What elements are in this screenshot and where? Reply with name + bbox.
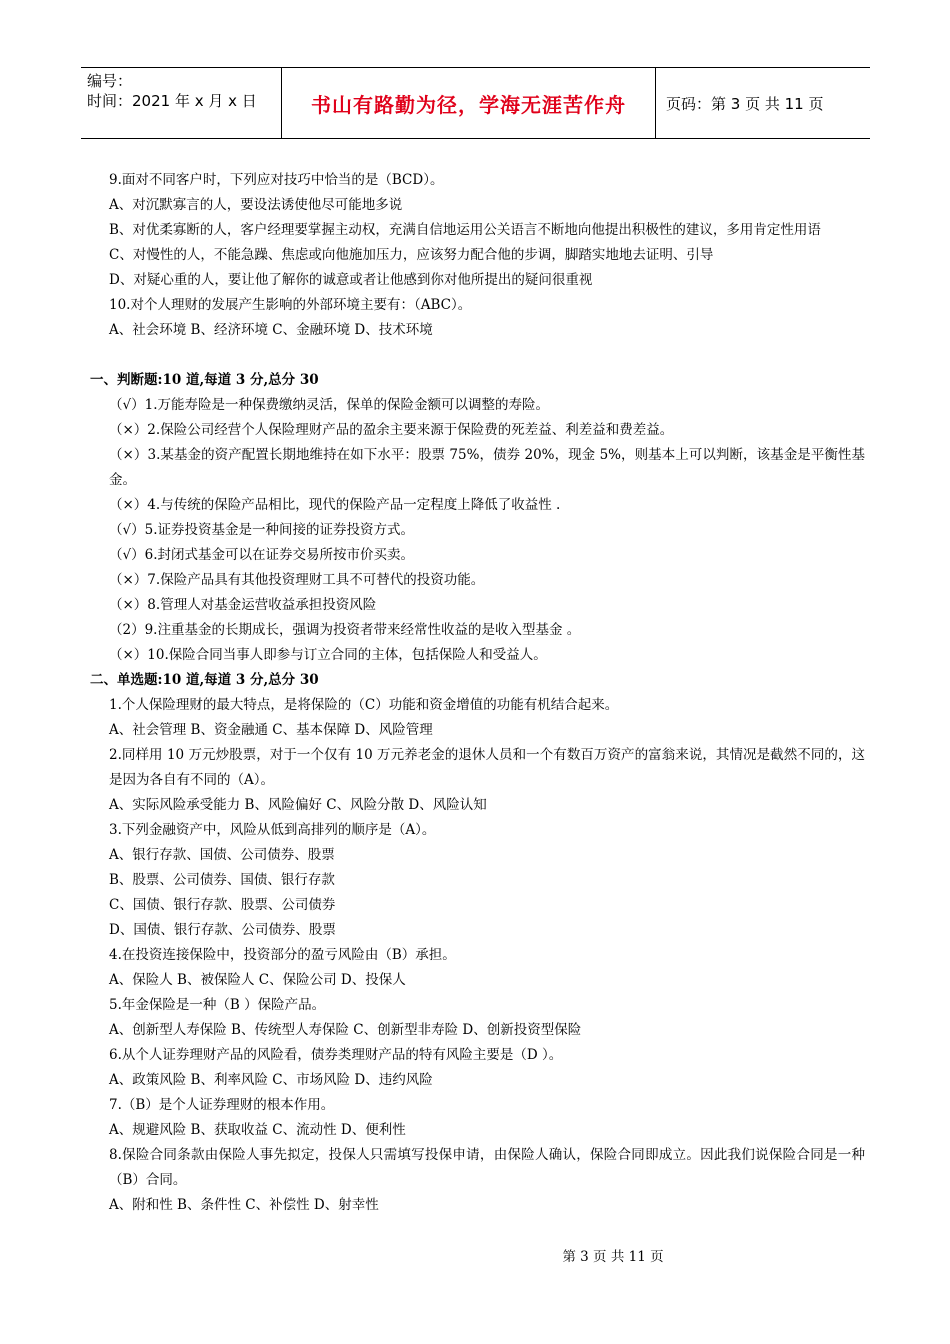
text-line: （×）10.保险合同当事人即参与订立合同的主体，包括保险人和受益人。 xyxy=(109,647,547,663)
text-line: 9.面对不同客户时，下列应对技巧中恰当的是（BCD）。 xyxy=(109,172,444,188)
text-line: A、实际风险承受能力 B、风险偏好 C、风险分散 D、风险认知 xyxy=(109,797,487,813)
text-line: 8.保险合同条款由保险人事先拟定，投保人只需填写投保申请，由保险人确认，保险合同即成立。因此我们说保险合同是一种（B）合同。 xyxy=(109,1147,865,1188)
text-line: A、创新型人寿保险 B、传统型人寿保险 C、创新型非寿险 D、创新投资型保险 xyxy=(109,1022,582,1038)
text-line: A、银行存款、国债、公司债券、股票 xyxy=(109,847,335,863)
text-line: C、国债、银行存款、股票、公司债券 xyxy=(109,897,336,913)
text-line: （×）2.保险公司经营个人保险理财产品的盈余主要来源于保险费的死差益、利差益和费差益。 xyxy=(109,422,674,438)
document-body xyxy=(90,168,865,1218)
header-meta xyxy=(81,68,282,138)
text-line: 3.下列金融资产中，风险从低到高排列的顺序是（A）。 xyxy=(109,822,436,838)
text-line: A、保险人 B、被保险人 C、保险公司 D、投保人 xyxy=(109,972,406,988)
text-line: （×）7.保险产品具有其他投资理财工具不可替代的投资功能。 xyxy=(109,572,485,588)
section-heading: 一、判断题:10 道,每道 3 分,总分 30 xyxy=(90,372,319,388)
text-line: 10.对个人理财的发展产生影响的外部环境主要有：（ABC）。 xyxy=(109,297,472,313)
spacer xyxy=(90,343,865,368)
text-line: D、对疑心重的人，要让他了解你的诚意或者让他感到你对他所提出的疑问很重视 xyxy=(109,272,593,288)
text-line: A、对沉默寡言的人，要设法诱使他尽可能地多说 xyxy=(109,197,403,213)
header-page-number: 页码：第 3 页 共 11 页 xyxy=(666,94,824,113)
text-line: A、规避风险 B、获取收益 C、流动性 D、便利性 xyxy=(109,1122,406,1138)
text-line: A、社会管理 B、资金融通 C、基本保障 D、风险管理 xyxy=(109,722,433,738)
text-line: B、股票、公司债券、国债、银行存款 xyxy=(109,872,335,888)
text-line: B、对优柔寡断的人，客户经理要掌握主动权，充满自信地运用公关语言不断地向他提出积极性的建议，多用肯定性用语 xyxy=(109,222,821,238)
text-line: （×）4.与传统的保险产品相比，现代的保险产品一定程度上降低了收益性 . xyxy=(109,497,561,513)
text-line: 2.同样用 10 万元炒股票，对于一个仅有 10 万元养老金的退休人员和一个有数百万资产的富翁来说，其情况是截然不同的，这是因为各自有不同的（A）。 xyxy=(109,747,865,788)
text-line: C、对慢性的人，不能急躁、焦虑或向他施加压力，应该努力配合他的步调，脚踏实地地去证明、引导 xyxy=(109,247,714,263)
text-line: 6.从个人证券理财产品的风险看，债券类理财产品的特有风险主要是（D ）。 xyxy=(109,1047,563,1063)
header-motto: 书山有路勤为径，学海无涯苦作舟 xyxy=(282,68,656,138)
page-footer: 第 3 页 共 11 页 xyxy=(562,1249,664,1265)
text-line: （×）8.管理人对基金运营收益承担投资风险 xyxy=(109,597,377,613)
text-line: A、社会环境 B、经济环境 C、金融环境 D、技术环境 xyxy=(109,322,433,338)
text-line: 5.年金保险是一种（B ）保险产品。 xyxy=(109,997,326,1013)
text-line: 4.在投资连接保险中，投资部分的盈亏风险由（B）承担。 xyxy=(109,947,456,963)
text-line: （√）5.证券投资基金是一种间接的证券投资方式。 xyxy=(109,522,414,538)
document-number-label: 编号： xyxy=(87,72,133,90)
text-line: （2）9.注重基金的长期成长，强调为投资者带来经常性收益的是收入型基金 。 xyxy=(109,622,581,638)
section-heading: 二、单选题:10 道,每道 3 分,总分 30 xyxy=(90,672,319,688)
page-header xyxy=(81,67,870,139)
text-line: A、政策风险 B、利率风险 C、市场风险 D、违约风险 xyxy=(109,1072,433,1088)
document-date-label: 时间：2021 年 x 月 x 日 xyxy=(87,92,257,110)
text-line: （√）6.封闭式基金可以在证券交易所按市价买卖。 xyxy=(109,547,414,563)
text-line: A、附和性 B、条件性 C、补偿性 D、射幸性 xyxy=(109,1197,379,1213)
text-line: （×）3.某基金的资产配置长期地维持在如下水平：股票 75%，债券 20%，现金 5%，则基本上可以判断，该基金是平衡性基金。 xyxy=(109,447,865,488)
text-line: （√）1.万能寿险是一种保费缴纳灵活，保单的保险金额可以调整的寿险。 xyxy=(109,397,549,413)
text-line: 7.（B）是个人证券理财的根本作用。 xyxy=(109,1097,335,1113)
text-line: 1.个人保险理财的最大特点，是将保险的（C）功能和资金增值的功能有机结合起来。 xyxy=(109,697,619,713)
text-line: D、国债、银行存款、公司债券、股票 xyxy=(109,922,336,938)
